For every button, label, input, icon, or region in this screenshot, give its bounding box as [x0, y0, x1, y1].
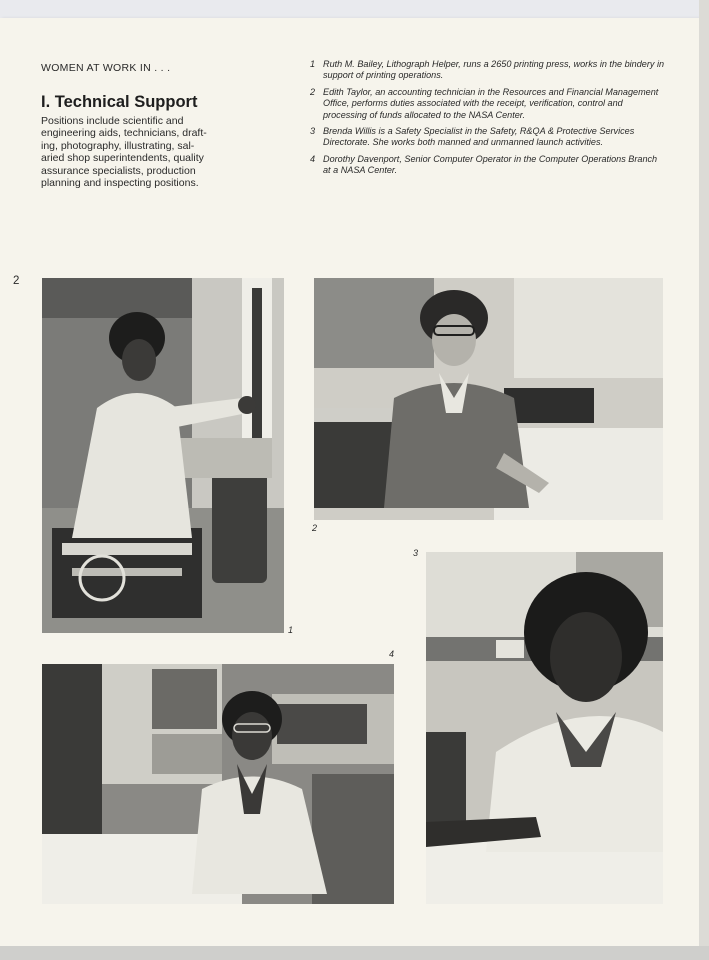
caption-text: Dorothy Davenport, Senior Computer Operator in the Computer Operations Branch at a NASA Center.	[323, 153, 658, 176]
photo-captions	[310, 59, 665, 182]
caption-item	[310, 154, 665, 177]
caption-number: 1	[310, 59, 316, 69]
page-number: 2	[13, 275, 20, 287]
caption-item	[310, 87, 665, 121]
scan-right-margin	[699, 0, 709, 960]
photo-number: 4	[389, 649, 395, 659]
caption-number: 2	[310, 86, 316, 97]
photo-computer-operator	[42, 664, 394, 904]
scan-bottom-margin	[0, 946, 709, 960]
photo-number: 3	[413, 548, 419, 558]
section-title: I. Technical Support	[41, 93, 198, 111]
caption-text: Edith Taylor, an accounting technician in the Resources and Financial Management Office, performs duties associated with the receipt, verification, control and processing of funds allocated to the NASA Center.	[323, 86, 659, 120]
caption-item	[310, 126, 665, 149]
photo-safety-specialist	[426, 552, 663, 904]
photo-printing-press	[42, 278, 284, 633]
caption-number: 4	[310, 153, 316, 164]
photo-accounting-technician	[314, 278, 663, 520]
caption-item	[310, 59, 665, 82]
section-kicker: WOMEN AT WORK IN . . .	[41, 62, 171, 74]
caption-text: Ruth M. Bailey, Lithograph Helper, runs a 2650 printing press, works in the bindery in support of printing operations.	[323, 59, 665, 81]
scan-top-margin	[0, 0, 709, 18]
photo-number: 2	[312, 523, 318, 533]
caption-text: Brenda Willis is a Safety Specialist in the Safety, R&QA & Protective Services Directorate. She works both manned and unmanned launch activities.	[323, 126, 635, 148]
intro-paragraph: Positions include scientific and engineering aids, technicians, draft- ing, photography, illustrating, sal- aried shop superintendents, quality assurance specialists, production planning and inspecting positions.	[41, 115, 207, 190]
photo-number: 1	[288, 625, 294, 635]
caption-number: 3	[310, 126, 316, 137]
